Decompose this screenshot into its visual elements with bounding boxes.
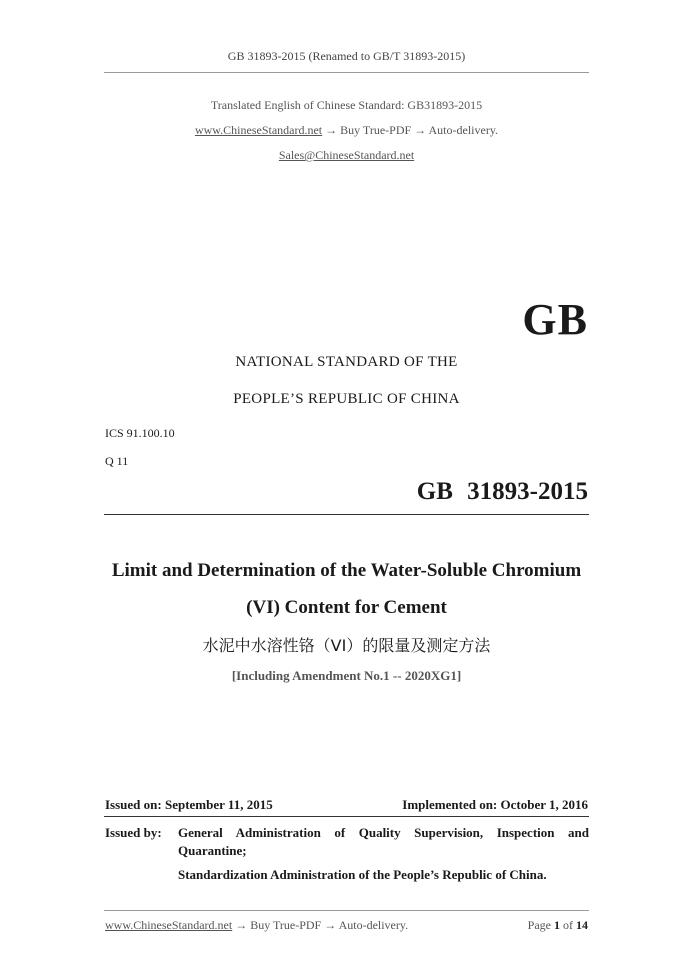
page-total: 14 — [576, 918, 588, 932]
issued-by-authority-1-cont: Quarantine; — [178, 843, 247, 858]
translation-notice: Translated English of Chinese Standard: GB31893-2015 — [210, 98, 483, 112]
national-standard-line2: PEOPLE’S REPUBLIC OF CHINA — [233, 391, 460, 407]
purchase-text: → Buy True-PDF → Auto-delivery. — [322, 123, 499, 137]
title-chinese: 水泥中水溶性铬（VI）的限量及测定方法 — [202, 636, 491, 655]
footer-site-link[interactable]: www.ChineseStandard.net — [105, 918, 233, 932]
issued-by-authority-2: Standardization Administration of the People’s Republic of China. — [178, 867, 547, 882]
page-current: 1 — [554, 918, 560, 932]
gb-mark: GB — [522, 295, 588, 344]
implemented-on: Implemented on: October 1, 2016 — [402, 797, 588, 812]
amendment-note: [Including Amendment No.1 -- 2020XG1] — [231, 668, 462, 683]
issued-by-label: Issued by: — [105, 825, 162, 840]
site-link[interactable]: www.ChineseStandard.net — [194, 123, 323, 137]
page-indicator — [528, 918, 588, 933]
issued-by-authority-1: General Administration of Quality Supervision, Inspection and — [178, 825, 589, 840]
footer-purchase-text: → Buy True-PDF → Auto-delivery. — [232, 918, 409, 932]
email-line — [0, 148, 693, 163]
footer-purchase-line — [105, 918, 408, 933]
header-divider — [104, 72, 589, 73]
title-line1: Limit and Determination of the Water-Soluble Chromium — [111, 560, 582, 581]
q-code: Q 11 — [105, 454, 129, 468]
title-line2: (VI) Content for Cement — [246, 597, 447, 618]
ics-code: ICS 91.100.10 — [105, 426, 175, 440]
standard-divider — [104, 514, 589, 515]
sales-email-link[interactable]: Sales@ChineseStandard.net — [278, 148, 415, 162]
national-standard-line1: NATIONAL STANDARD OF THE — [235, 354, 458, 370]
running-header: GB 31893-2015 (Renamed to GB/T 31893-2015) — [227, 49, 466, 63]
page-of: of — [563, 918, 573, 932]
footer-divider — [104, 910, 589, 911]
page-label: Page — [527, 918, 551, 932]
purchase-line — [0, 123, 693, 138]
issued-on: Issued on: September 11, 2015 — [105, 797, 273, 812]
standard-number: GB 31893-2015 — [416, 478, 588, 505]
issue-divider — [104, 816, 589, 817]
